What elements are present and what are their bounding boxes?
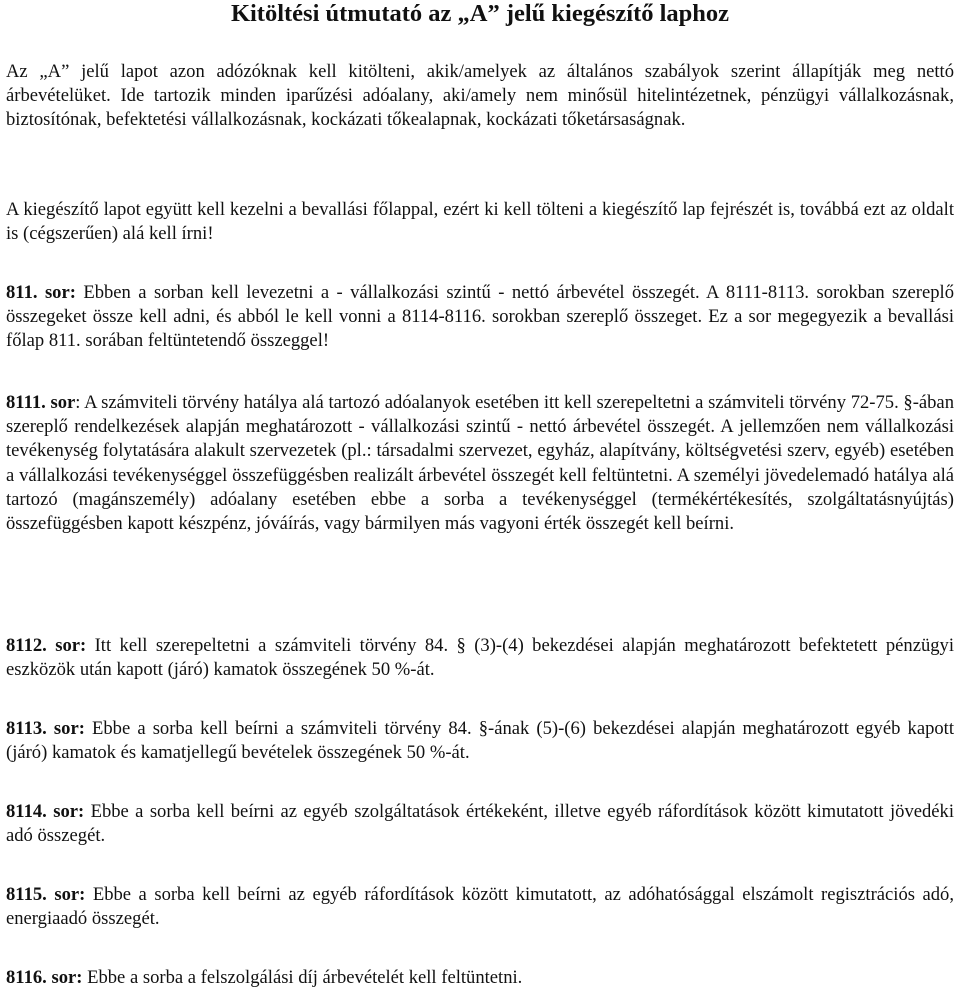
row-8116-label: 8116. sor:: [6, 967, 83, 988]
row-8115-paragraph: [6, 883, 954, 931]
row-8116-text: Ebbe a sorba a felszolgálási díj árbevételét kell feltüntetni.: [82, 967, 523, 988]
row-8112-text: Itt kell szerepeltetni a számviteli törvény 84. § (3)-(4) bekezdései alapján meghatározott befektetett pénzügyi eszközök után kapott (járó) kamatok összegének 50 %-át.: [6, 635, 955, 681]
row-8114-paragraph: [6, 800, 954, 848]
row-8116-paragraph: [6, 966, 954, 990]
paragraph-text: A kiegészítő lapot együtt kell kezelni a bevallási főlappal, ezért ki kell tölteni a kiegészítő lap fejrészét is, továbbá ezt az oldalt is (cégszerűen) alá kell írni!: [6, 199, 954, 245]
row-8111-paragraph: [6, 391, 954, 536]
row-8113-text: Ebbe a sorba kell beírni a számviteli törvény 84. §-ának (5)-(6) bekezdései alapján meghatározott egyéb kapott (járó) kamatok és kamatjellegű bevételek összegének 50 %-át.: [6, 718, 954, 764]
row-8113-paragraph: [6, 717, 954, 765]
paragraph-text: Az „A” jelű lapot azon adózóknak kell kitölteni, akik/amelyek az általános szabályok szerint állapítják meg nettó árbevételüket. Ide tartozik minden iparűzési adóalany, aki/amely nem minősül hitelintézetnek, pénzügyi vállalkozásnak, biztosítónak, befektetési vállalkozásnak, kockázati tőkealapnak, kockázati tőketársaságnak.: [6, 61, 954, 131]
row-8111-label: 8111. sor: [6, 392, 76, 413]
row-811-text: Ebben a sorban kell levezetni a - vállalkozási szintű - nettó árbevétel összegét. A 8111-8113. sorokban szereplő összegeket össze kell adni, és abból le kell vonni a 8114-8116. sorokban szereplő összeget. Ez a sor megegyezik a bevallási főlap 811. sorában feltüntetendő összeggel!: [6, 282, 954, 352]
row-8112-label: 8112. sor:: [6, 635, 87, 656]
row-8115-text: Ebbe a sorba kell beírni az egyéb ráfordítások között kimutatott, az adóhatósággal elszámolt regisztrációs adó, energiaadó összegét.: [6, 884, 954, 930]
row-811-paragraph: [6, 281, 954, 354]
intro-paragraph: [6, 60, 954, 133]
page-title: Kitöltési útmutató az „A” jelű kiegészítő laphoz: [230, 0, 730, 27]
signature-note-paragraph: [6, 198, 954, 246]
row-8113-label: 8113. sor:: [6, 718, 85, 739]
row-8114-label: 8114. sor:: [6, 801, 85, 822]
row-8112-paragraph: [6, 634, 954, 682]
row-8111-text: : A számviteli törvény hatálya alá tartozó adóalanyok esetében itt kell szerepeltetni a számviteli törvény 72-75. §-ában szereplő rendelkezések alapján meghatározott - vállalkozási szintű - nettó árbevétel összegét. A jellemzően nem vállalkozási tevékenység folytatására alakult szervezetek (pl.: társadalmi szervezet, egyház, alapítvány, költségvetési szerv, egyéb) esetében a vállalkozási tevékenységgel összefüggésben realizált árbevétel összegét kell feltüntetni. A személyi jövedelemadó hatálya alá tartozó (magánszemély) adóalany esetében ebbe a sorba a tevékenységgel (termékértékesítés, szolgáltatásnyújtás) összefüggésben kapott készpénz, jóváírás, vagy bármilyen más vagyoni érték összegét kell beírni.: [6, 392, 954, 535]
row-8115-label: 8115. sor:: [6, 884, 86, 905]
row-8114-text: Ebbe a sorba kell beírni az egyéb szolgáltatások értékeként, illetve egyéb ráfordítások között kimutatott jövedéki adó összegét.: [6, 801, 955, 847]
row-811-label: 811. sor:: [6, 282, 76, 303]
